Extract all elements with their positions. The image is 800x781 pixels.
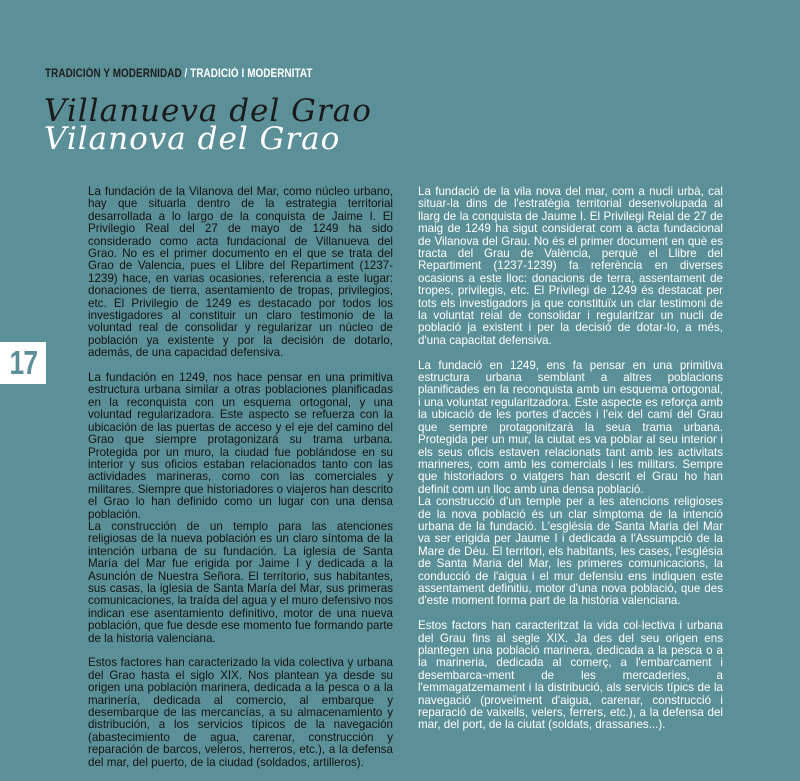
section-title-ca: TRADICIÓ I MODERNITAT xyxy=(190,68,313,80)
section-header xyxy=(45,68,313,80)
paragraph-es-4: Estos factores han caracterizado la vida colectiva y urbana del Grao hasta el siglo XIX. Nos plantean ya desde su origen una población marinera, dedicada a la pesca o a la marinería, dedicada al comercio, al embarque y desembarque de las mercancías, a su almacenamiento y distribución, a los servicios típicos de la navegación (abastecimiento de agua, carenar, construcción y reparación de barcos, veleros, herreros, etc.), a la defensa del mar, del puerto, de la ciudad (soldados, artilleros). xyxy=(88,656,393,769)
paragraph-es-1: La fundación de la Vilanova del Mar, como núcleo urbano, hay que situarla dentro de la estrategia territorial desarrollada a lo largo de la conquista de Jaime I. El Privilegio Real del 27 de mayo de 1249 ha sido considerado como acta fundacional de Villanueva del Grao. No es el primer documento en el que se trata del Grao de Valencia, pues el Llibre del Repartiment (1237-1239) hace, en varias ocasiones, referencia a este lugar: donaciones de tierra, asentamiento de tropas, privilegios, etc. El Privilegio de 1249 es destacado por todos los investigadores al constituir un claro testimonio de la voluntad real de consolidar y regularizar un núcleo de población ya existente y por la decisión de dotarlo, además, de una capacidad defensiva. xyxy=(88,185,393,360)
page-title-ca: Vilanova del Grao xyxy=(44,121,341,157)
page-title-es: Villanueva del Grao xyxy=(44,93,372,129)
paragraph-es-2: La fundación en 1249, nos hace pensar en una primitiva estructura urbana similar a otras poblaciones planificadas en la reconquista con un esquema ortogonal, y una voluntad regularizadora. Este aspecto se refuerza con la ubicación de las puertas de acceso y el eje del camino del Grao que siempre protagonizará su trama urbana. Protegida por un muro, la ciudad fue poblándose en su interior y sus oficios estaban relacionados tanto con las actividades marineras, como con las comerciales y militares. Siempre que historiadores o viajeros han descrito el Grao lo han definido como un lugar con una densa población. xyxy=(88,371,393,521)
section-separator: / xyxy=(181,68,191,80)
page-number-badge xyxy=(0,342,46,384)
section-title-es: TRADICIÓN Y MODERNIDAD xyxy=(45,68,182,80)
paragraph-ca-3: La construcció d'un temple per a les atencions religioses de la nova població és un clar símptoma de la intenció urbana de la fundació. L'església de Santa Maria del Mar va ser erigida per Jaume I i dedicada a l'Assumpció de la Mare de Déu. El territori, els habitants, les cases, l'església de Santa Maria del Mar, les primeres comunicacions, la conducció de l'aigua i el mur defensiu ens indiquen este assentament definitiu, motor d'una nova població, que des d'este moment forma part de la història valenciana. xyxy=(418,495,723,608)
paragraph-ca-2: La fundació en 1249, ens fa pensar en una primitiva estructura urbana semblant a altres poblacions planificades en la reconquista amb un esquema ortogonal, i una voluntat regularitzadora. Este aspecte es reforça amb la ubicació de les portes d'accés i l'eix del camí del Grau que sempre protagonitzarà la seua trama urbana. Protegida per un mur, la ciutat es va poblar al seu interior i els seus oficis estaven relacionats tant amb les activitats marineres, com amb les comercials i les militars. Sempre que historiadors o viatgers han descrit el Grau ho han definit com un lloc amb una densa població. xyxy=(418,358,723,496)
paragraph-ca-4: Estos factors han caracteritzat la vida col·lectiva i urbana del Grau fins al segle XIX. Ja des del seu origen ens plantegen una població marinera, dedicada a la pesca o a la marineria, dedicada al comerç, a l'embarcament i desembarca¬ment de les mercaderies, a l'emmagatzemament i la distribució, als servicis típics de la navegació (proveïment d'aigua, carenar, construcció i reparació de vaixells, velers, ferrers, etc.), a la defensa del mar, del port, de la ciutat (soldats, drassanes...). xyxy=(418,619,723,732)
spanish-text-column xyxy=(88,186,393,781)
paragraph-ca-1: La fundació de la vila nova del mar, com a nucli urbà, cal situar-la dins de l'estratègia territorial desenvolupada al llarg de la conquista de Jaume I. El Privilegi Reial de 27 de maig de 1249 ha sigut considerat com a acta fundacional de Vilanova del Grau. No és el primer document en què es tracta del Grau de València, perquè el Llibre del Repartiment (1237-1239) fa referència en diverses ocasions a este lloc: donacions de terra, assentament de tropes, privilegis, etc. El Privilegi de 1249 és destacat per tots els investigadors ja que constituïx un clar testimoni de la voluntat reial de consolidar i regularitzar un nucli de població ja existent i per la decisió de dotar-lo, a més, d'una capacitat defensiva. xyxy=(418,185,723,347)
page-number: 17 xyxy=(9,344,37,381)
paragraph-es-3: La construcción de un templo para las atenciones religiosas de la nueva población es un claro síntoma de la intención urbana de su fundación. La iglesia de Santa María del Mar fue erigida por Jaime I y dedicada a la Asunción de Nuestra Señora. El territorio, sus habitantes, sus casas, la iglesia de Santa María del Mar, sus primeras comunicaciones, la traída del agua y el muro defensivo nos indican ese asentamiento definitivo, motor de una nueva población, que fue desde ese momento fue formando parte de la historia valenciana. xyxy=(88,519,393,645)
valencian-text-column xyxy=(418,186,723,744)
